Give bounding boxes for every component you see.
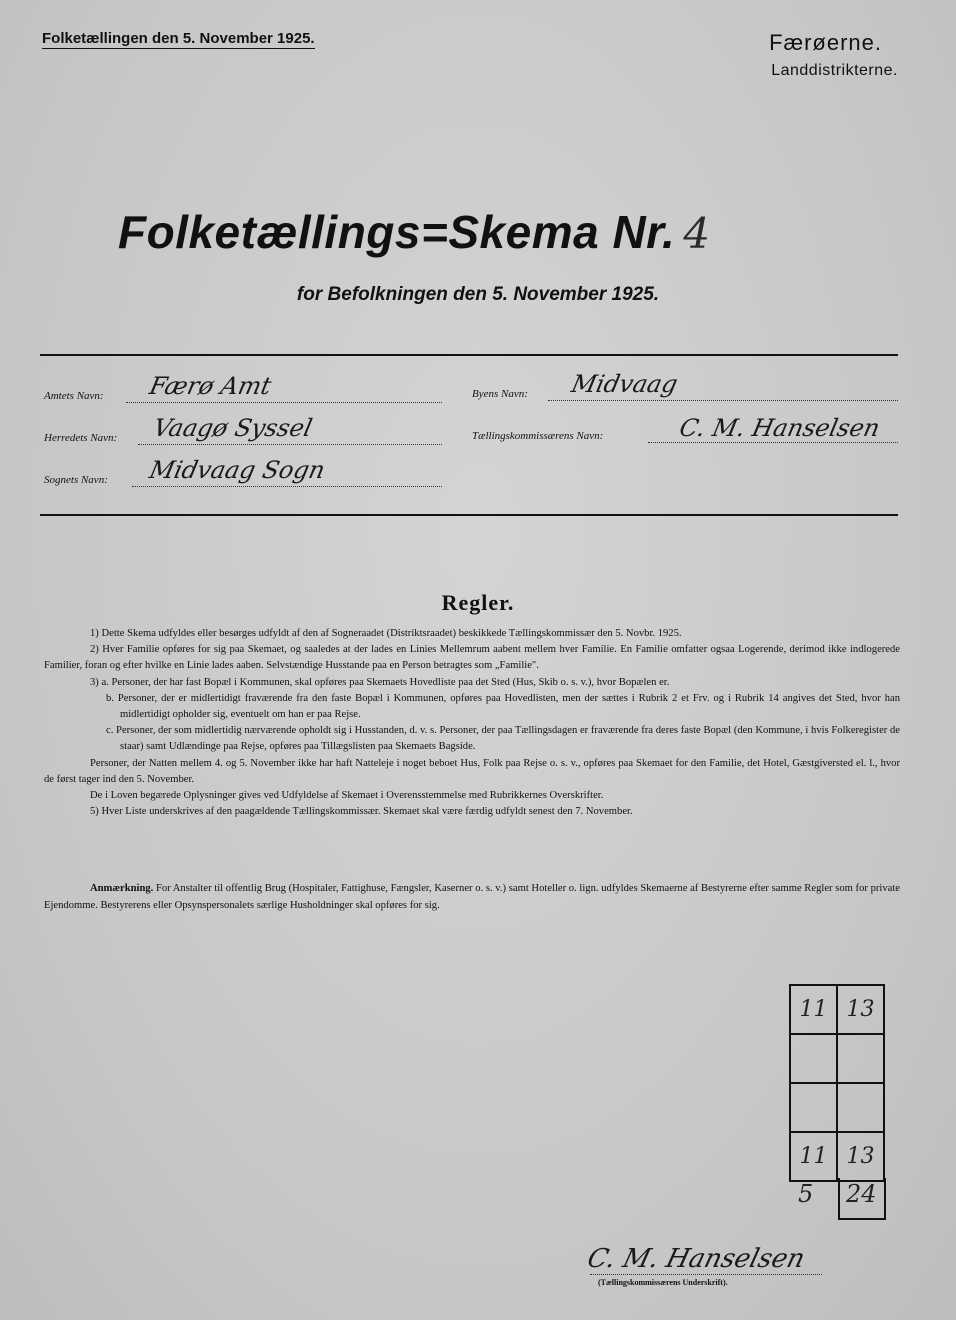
tally-cell: 13 [837,985,884,1034]
tally-cell: 11 [790,1132,837,1181]
note [44,880,900,914]
tally-row [790,1034,884,1083]
form-title [118,205,711,259]
rule-5: 5) Hver Liste underskrives af den paagældende Tællingskommissær. Skemaet skal være færdig udfyldt senest den 7. November. [90,806,633,818]
tally-row [790,985,884,1034]
tally-cell [790,1034,837,1083]
tally-table [789,984,885,1182]
rule-2: 2) Hver Familie opføres for sig paa Skemaet, og saaledes at der lades en Linies Mellemrum aabent mellem hver Familie. En Familie omfatter ogsaa Logerende, derimod ikke indlogerede Familier, foran og efter hvilke en Linie lades aaben. Selvstændige Husstande paa en Person betragtes som „Familie". [44,644,900,672]
note-label: Anmærkning. [90,883,154,894]
divider-top [40,354,898,356]
amt-label: Amtets Navn: [44,390,104,402]
signature-line [590,1274,822,1275]
rules-list [44,626,900,820]
tally-cell [837,1034,884,1083]
herred-value-handwritten: Vaagø Syssel [151,414,315,442]
tally-cell: 11 [790,985,837,1034]
tally-total-left: 5 [798,1180,814,1208]
kommissaer-label: Tællingskommissærens Navn: [472,430,604,442]
signature-label: (Tællingskommissærens Underskrift). [598,1278,728,1287]
rule-3b: b. Personer, der er midlertidigt fraværende fra den faste Bopæl i Kommunen, opføres paa Hovedlisten, men der sættes i Rubrik 2 et Frv. og i Rubrik 14 angives det Sted, hvor han midlertidigt opholder sig, eventuelt om han er paa Rejse. [106,692,900,721]
amt-line [126,402,442,403]
rule-1: 1) Dette Skema udfyldes eller besørges udfyldt af den af Sogneraadet (Distriktsraadet) beskikkede Tællingskommissær den 5. Novbr. 1925. [90,628,682,639]
divider-bottom [40,514,898,516]
form-number-handwritten: 4 [683,209,711,258]
tally-row [790,1083,884,1132]
tally-cell: 13 [837,1132,884,1181]
by-value-handwritten: Midvaag [569,370,681,398]
by-line [548,400,898,401]
rule-4: De i Loven begærede Oplysninger gives ved Udfyldelse af Skemaet i Overensstemmelse med Rubrikkernes Overskrifter. [90,790,604,802]
form-title-text: Folketællings=Skema Nr. [118,206,676,258]
sogn-label: Sognets Navn: [44,474,108,486]
form-subtitle: for Befolkningen den 5. November 1925. [296,284,660,305]
kommissaer-line [648,442,898,443]
sogn-value-handwritten: Midvaag Sogn [147,456,328,484]
header-region: Færøerne. [769,30,882,55]
by-label: Byens Navn: [472,388,528,400]
note-text: For Anstalter til offentlig Brug (Hospitaler, Fattighuse, Fængsler, Kaserner o. s. v.) samt Hoteller o. lign. udfyldes Skemaerne af Bestyrerne efter samme Regler som for private Ejendomme. Bestyrerens eller Opsynspersonalets særlige Husholdninger skal opføres for sig. [44,883,900,911]
rules-heading: Regler. [441,590,515,615]
rule-3c: c. Personer, der som midlertidig nærværende opholdt sig i Husstanden, d. v. s. Personer, der paa Tællingsdagen er fraværende fra deres faste Bopæl (den Kommune, i hvis Folkeregister de staar) samt Udlændinge paa Rejse, opføres paa Tillægslisten paa Skemaets Bagside. [106,725,900,753]
tally-cell [790,1083,837,1132]
kommissaer-value-handwritten: C. M. Hanselsen [677,414,883,442]
tally-cell [837,1083,884,1132]
tally-row [790,1132,884,1181]
header-district-type: Landdistrikterne. [771,62,898,79]
herred-label: Herredets Navn: [44,432,118,444]
sogn-line [132,486,442,487]
rule-3a: 3) a. Personer, der har fast Bopæl i Kommunen, skal opføres paa Skemaets Hovedliste paa det Sted (Hus, Skib o. s. v.), hvor Bopælen er. [90,676,670,688]
signature-handwritten: C. M. Hanselsen [584,1244,808,1274]
rule-3d: Personer, der Natten mellem 4. og 5. November ikke har haft Natteleje i noget beboet Hus, Folk paa Rejse o. s. v., opføres paa Skemaet for den Familie, det Hotel, Gæstgiversted el. l., hvor de først tager ind den 5. November. [44,757,900,785]
header-census-date: Folketællingen den 5. November 1925. [42,30,315,47]
herred-line [138,444,442,445]
tally-total-right: 24 [846,1180,877,1208]
amt-value-handwritten: Færø Amt [147,372,274,400]
